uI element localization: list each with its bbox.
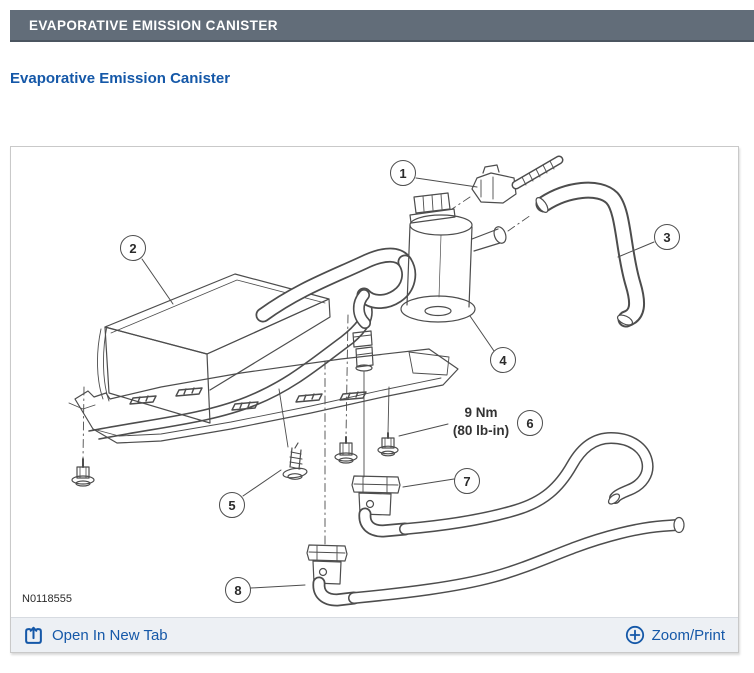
evap-canister-diagram: [11, 147, 738, 617]
callout-5: [219, 492, 245, 518]
bolt-b: [378, 433, 398, 456]
section-title: EVAPORATIVE EMISSION CANISTER: [29, 18, 278, 33]
callout-8: [225, 577, 251, 603]
callout-4: [490, 347, 516, 373]
figure-panel: [10, 146, 739, 653]
callout-5-number: 5: [228, 497, 236, 513]
figure-footer: [11, 617, 738, 652]
zoom-print-button[interactable]: [625, 625, 725, 645]
page-title: Evaporative Emission Canister: [10, 70, 231, 87]
bolt-a: [335, 437, 357, 463]
vent-solenoid: [401, 193, 531, 322]
callout-6-number: 6: [526, 415, 534, 431]
bolt-left: [72, 459, 94, 486]
open-in-new-tab-icon: [24, 626, 43, 645]
callout-1-number: 1: [399, 165, 407, 181]
screw-5: [282, 443, 307, 479]
callout-3-number: 3: [663, 229, 671, 245]
callout-7: [454, 468, 480, 494]
section-title-bar: [10, 10, 754, 42]
callout-7-number: 7: [463, 473, 471, 489]
open-in-new-tab-label: Open In New Tab: [52, 626, 168, 644]
zoom-print-label: Zoom/Print: [651, 626, 725, 644]
callout-1: [390, 160, 416, 186]
callout-2: [120, 235, 146, 261]
torque-note: [435, 404, 527, 440]
callout-3: [654, 224, 680, 250]
torque-note-line1: 9 Nm: [464, 405, 498, 420]
mounting-plate: [69, 303, 458, 443]
open-in-new-tab-button[interactable]: [24, 626, 168, 645]
torque-note-line2: (80 lb-in): [452, 423, 510, 438]
callout-8-number: 8: [234, 582, 242, 598]
callout-2-number: 2: [129, 240, 137, 256]
drawing-number: N0118555: [22, 593, 72, 605]
callout-4-number: 4: [499, 352, 507, 368]
zoom-plus-icon: [625, 625, 645, 645]
hose-3: [534, 190, 637, 327]
diagram-line-art: [11, 147, 738, 617]
